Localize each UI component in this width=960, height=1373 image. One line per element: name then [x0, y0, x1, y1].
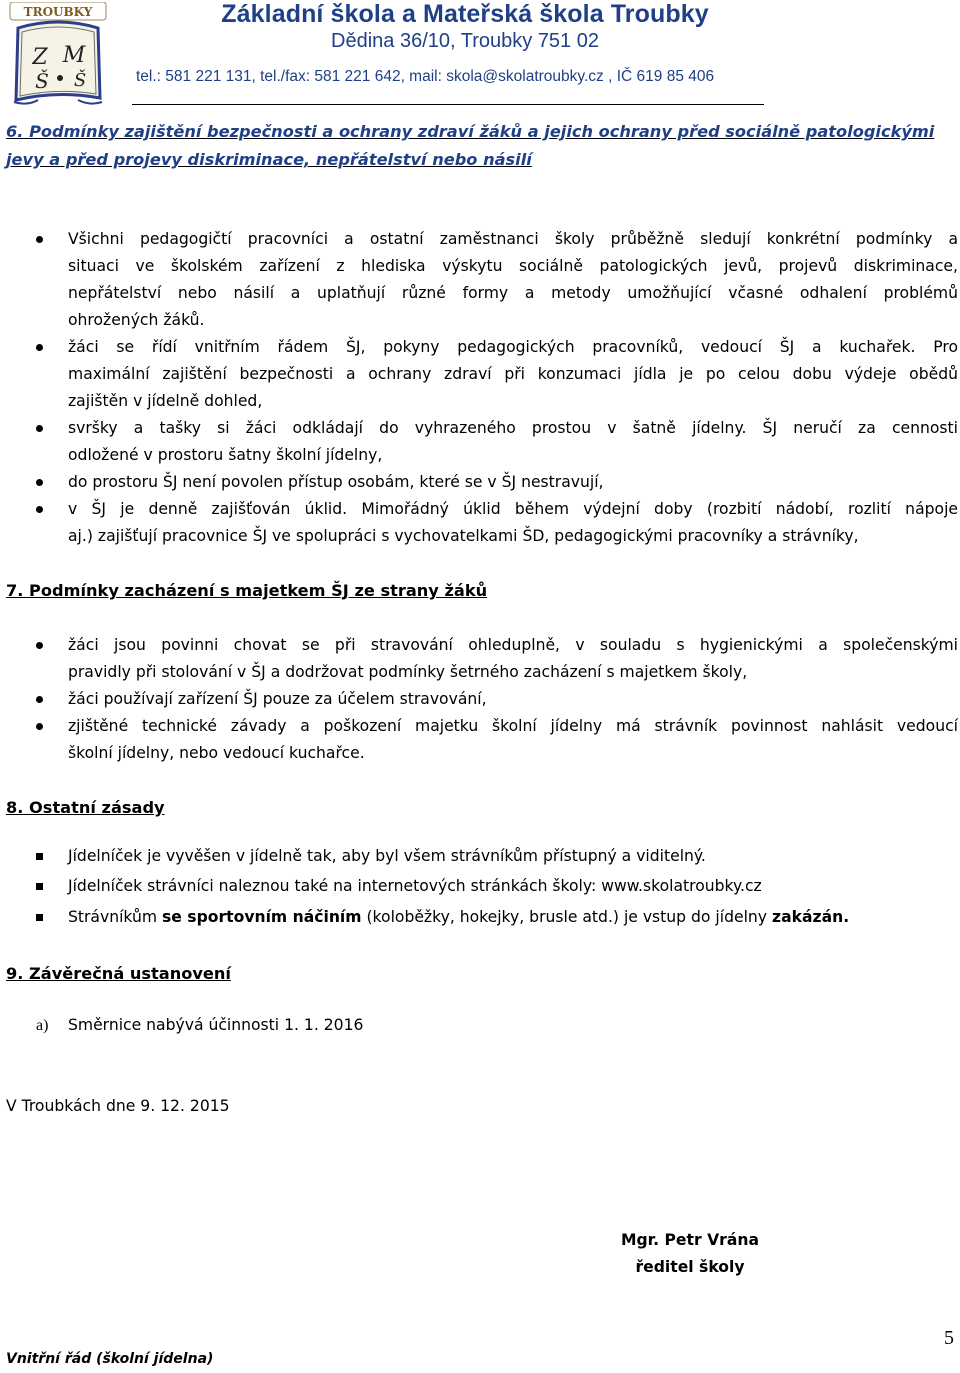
bullet-icon	[36, 236, 43, 243]
item-line: Všichni pedagogičtí pracovníci a ostatní zaměstnanci školy průběžně sledují konkrétní podmínky a	[68, 230, 958, 248]
item-line: situaci ve školském zařízení z hlediska výskytu sociálně patologických jevů, projevů diskriminace,	[68, 257, 958, 275]
square-bullet-icon	[36, 883, 43, 890]
item-line: zjištěné technické závady a poškození majetku školní jídelny má strávník povinnost nahlásit vedoucí	[68, 717, 958, 735]
item-line: školní jídelny, nebo vedoucí kuchařce.	[68, 744, 365, 762]
school-contact: tel.: 581 221 131, tel./fax: 581 221 642, mail: skola@skolatroubky.cz , IČ 619 85 406	[136, 68, 715, 85]
section-6-item	[68, 334, 958, 415]
item-line: zajištěn v jídelně dohled,	[68, 392, 263, 410]
item-text-bold: se sportovním náčiním	[162, 908, 362, 926]
item-line: nepřátelství nebo násilí a uplatňují různé formy a metody umožňující včasné odhalení problémů	[68, 284, 958, 302]
section-8-title: 8. Ostatní zásady	[6, 798, 165, 817]
bullet-icon	[36, 696, 43, 703]
school-logo	[8, 2, 108, 110]
item-line: do prostoru ŠJ není povolen přístup osobám, které se v ŠJ nestravují,	[68, 473, 604, 491]
svg-text:Š: Š	[35, 69, 49, 93]
bullet-icon	[36, 425, 43, 432]
bullet-icon	[36, 723, 43, 730]
list-marker: a)	[36, 1017, 49, 1034]
footer-doc-title: Vnitřní řád (školní jídelna)	[6, 1351, 214, 1367]
school-address: Dědina 36/10, Troubky 751 02	[331, 30, 599, 52]
item-text: Strávníkům	[68, 908, 163, 926]
section-8-item	[68, 873, 958, 900]
item-line: svršky a tašky si žáci odkládají do vyhrazeného prostou v šatně jídelny. ŠJ neručí za cennosti	[68, 419, 958, 437]
section-9-item: Směrnice nabývá účinnosti 1. 1. 2016	[68, 1016, 364, 1034]
page-number: 5	[944, 1327, 954, 1349]
item-line: žáci se řídí vnitřním řádem ŠJ, pokyny pedagogických pracovníků, vedoucí ŠJ a kuchařek. Pro	[68, 338, 958, 356]
bullet-icon	[36, 344, 43, 351]
section-6-title-line2: jevy a před projevy diskriminace, nepřátelství nebo násilí	[6, 150, 532, 169]
item-text-bold: zakázán.	[772, 908, 850, 926]
svg-text:M: M	[62, 43, 86, 68]
section-7-item	[68, 713, 958, 767]
section-6-item	[68, 415, 958, 469]
section-6-title	[6, 118, 956, 174]
item-line: žáci používají zařízení ŠJ pouze za účelem stravování,	[68, 690, 487, 708]
svg-text:Š: Š	[73, 70, 87, 91]
square-bullet-icon	[36, 914, 43, 921]
bullet-icon	[36, 479, 43, 486]
svg-text:TROUBKY: TROUBKY	[23, 5, 93, 19]
section-7-item	[68, 686, 958, 713]
bullet-icon	[36, 506, 43, 513]
section-9-title: 9. Závěrečná ustanovení	[6, 964, 231, 983]
section-7-item	[68, 632, 958, 686]
item-line: pravidly při stolování v ŠJ a dodržovat podmínky šetrného zacházení s majetkem školy,	[68, 663, 748, 681]
item-line: žáci jsou povinni chovat se při stravování ohleduplně, v souladu s hygienickými a společenskými	[68, 636, 958, 654]
item-line: odložené v prostoru šatny školní jídelny,	[68, 446, 383, 464]
item-text: Jídelníček strávníci naleznou také na internetových stránkách školy: www.skolatroubky.cz	[68, 877, 762, 895]
bullet-icon	[36, 642, 43, 649]
section-6-title-line1: Podmínky zajištění bezpečnosti a ochrany zdraví žáků a jejich ochrany před sociálně patologickými	[29, 122, 935, 141]
section-7-title: 7. Podmínky zacházení s majetkem ŠJ ze strany žáků	[6, 581, 488, 600]
section-6-item	[68, 496, 958, 550]
section-6-item	[68, 469, 958, 496]
square-bullet-icon	[36, 853, 43, 860]
item-text: (koloběžky, hokejky, brusle atd.) je vstup do jídelny	[361, 908, 772, 926]
section-8-item: Jídelníček je vyvěšen v jídelně tak, aby byl všem strávníkům přístupný a viditelný.	[68, 847, 706, 865]
place-date: V Troubkách dne 9. 12. 2015	[6, 1097, 230, 1115]
section-8-item	[68, 904, 958, 931]
section-6-item	[68, 226, 958, 334]
header-rule	[132, 104, 764, 105]
school-name: Základní škola a Mateřská škola Troubky	[221, 0, 709, 28]
item-line: ohrožených žáků.	[68, 311, 205, 329]
item-line: aj.) zajišťují pracovnice ŠJ ve spolupráci s vychovatelkami ŠD, pedagogickými pracovníky a strávníky,	[68, 527, 859, 545]
signature-role: ředitel školy	[635, 1258, 745, 1276]
section-6-number: 6.	[6, 122, 24, 141]
item-line: v ŠJ je denně zajišťován úklid. Mimořádný úklid během výdejní doby (rozbití nádobí, rozlití nápoje	[68, 500, 958, 518]
item-line: maximální zajištění bezpečnosti a ochrany zdraví při konzumaci jídla je po celou dobu výdeje obědů	[68, 365, 958, 383]
signature-name: Mgr. Petr Vrána	[621, 1231, 759, 1249]
svg-text:Z: Z	[32, 45, 48, 70]
